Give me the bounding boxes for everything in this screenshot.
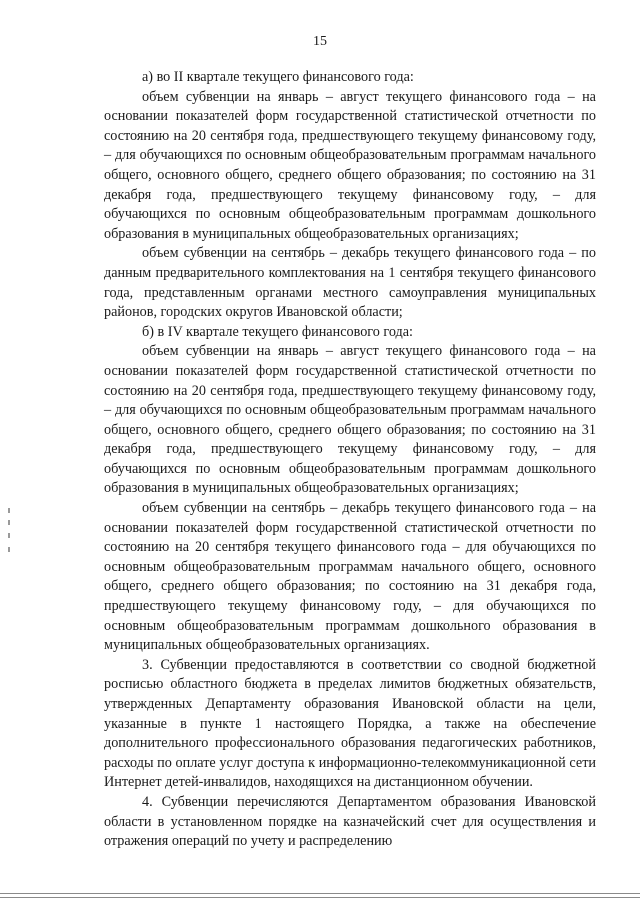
paragraph: объем субвенции на январь – август текущего финансового года – на основании показателей форм государственной статистической отчетности по состоянию на 20 сентября года, предшествующего текущему финансовому году, – для обучающихся по основным общеобразовательным программам начального общего, основного общего, среднего общего образования; по состоянию на 31 декабря года, предшествующего текущему финансовому году, – для обучающихся по основным общеобразовательным программам дошкольного образования в муниципальных общеобразовательных организациях;	[104, 343, 596, 497]
scan-mark	[8, 520, 10, 525]
paragraph: 4. Субвенции перечисляются Департаментом образования Ивановской области в установленном порядке на казначейский счет для осуществления и отражения операций по учету и распределению	[104, 793, 596, 850]
paragraph: объем субвенции на сентябрь – декабрь текущего финансового года – по данным предварительного комплектования на 1 сентября текущего финансового года, представленным органами местного самоуправления муниципальных районов, городских округов Ивановской области;	[104, 245, 596, 321]
page-number: 15	[313, 34, 327, 49]
paragraph: а) во II квартале текущего финансового года:	[142, 69, 414, 85]
paragraph: объем субвенции на сентябрь – декабрь текущего финансового года – на основании показателей форм государственной статистической отчетности по состоянию на 20 сентября текущего финансового года – для обучающихся по основным общеобразовательным программам начального общего, основного общего, среднего общего образования; по состоянию на 31 декабря года, предшествующего текущему финансовому году, – для обучающихся по основным общеобразовательным программам дошкольного образования в муниципальных общеобразовательных организациях.	[104, 500, 596, 654]
scan-edge-line	[0, 897, 640, 898]
paragraph: объем субвенции на январь – август текущего финансового года – на основании показателей форм государственной статистической отчетности по состоянию на 20 сентября года, предшествующего текущему финансовому году, – для обучающихся по основным общеобразовательным программам начального общего, основного общего, среднего общего образования; по состоянию на 31 декабря года, предшествующего текущему финансовому году, – для обучающихся по основным общеобразовательным программам дошкольного образования в муниципальных общеобразовательных организациях;	[104, 88, 596, 242]
paragraph: б) в IV квартале текущего финансового года:	[142, 323, 414, 340]
document-body	[104, 68, 596, 852]
scan-mark	[8, 508, 10, 513]
scan-edge-line	[0, 893, 640, 894]
paragraph: 3. Субвенции предоставляются в соответствии со сводной бюджетной росписью областного бюджета в пределах лимитов бюджетных обязательств, утвержденных Департаменту образования Ивановской области на цели, указанные в пункте 1 настоящего Порядка, а также на обеспечение дополнительного профессионального образования педагогических работников, расходы по оплате услуг доступа к информационно-телекоммуникационной сети Интернет детей-инвалидов, находящихся на дистанционном обучении.	[104, 656, 596, 791]
scan-mark	[8, 533, 10, 538]
scan-mark	[8, 547, 10, 552]
